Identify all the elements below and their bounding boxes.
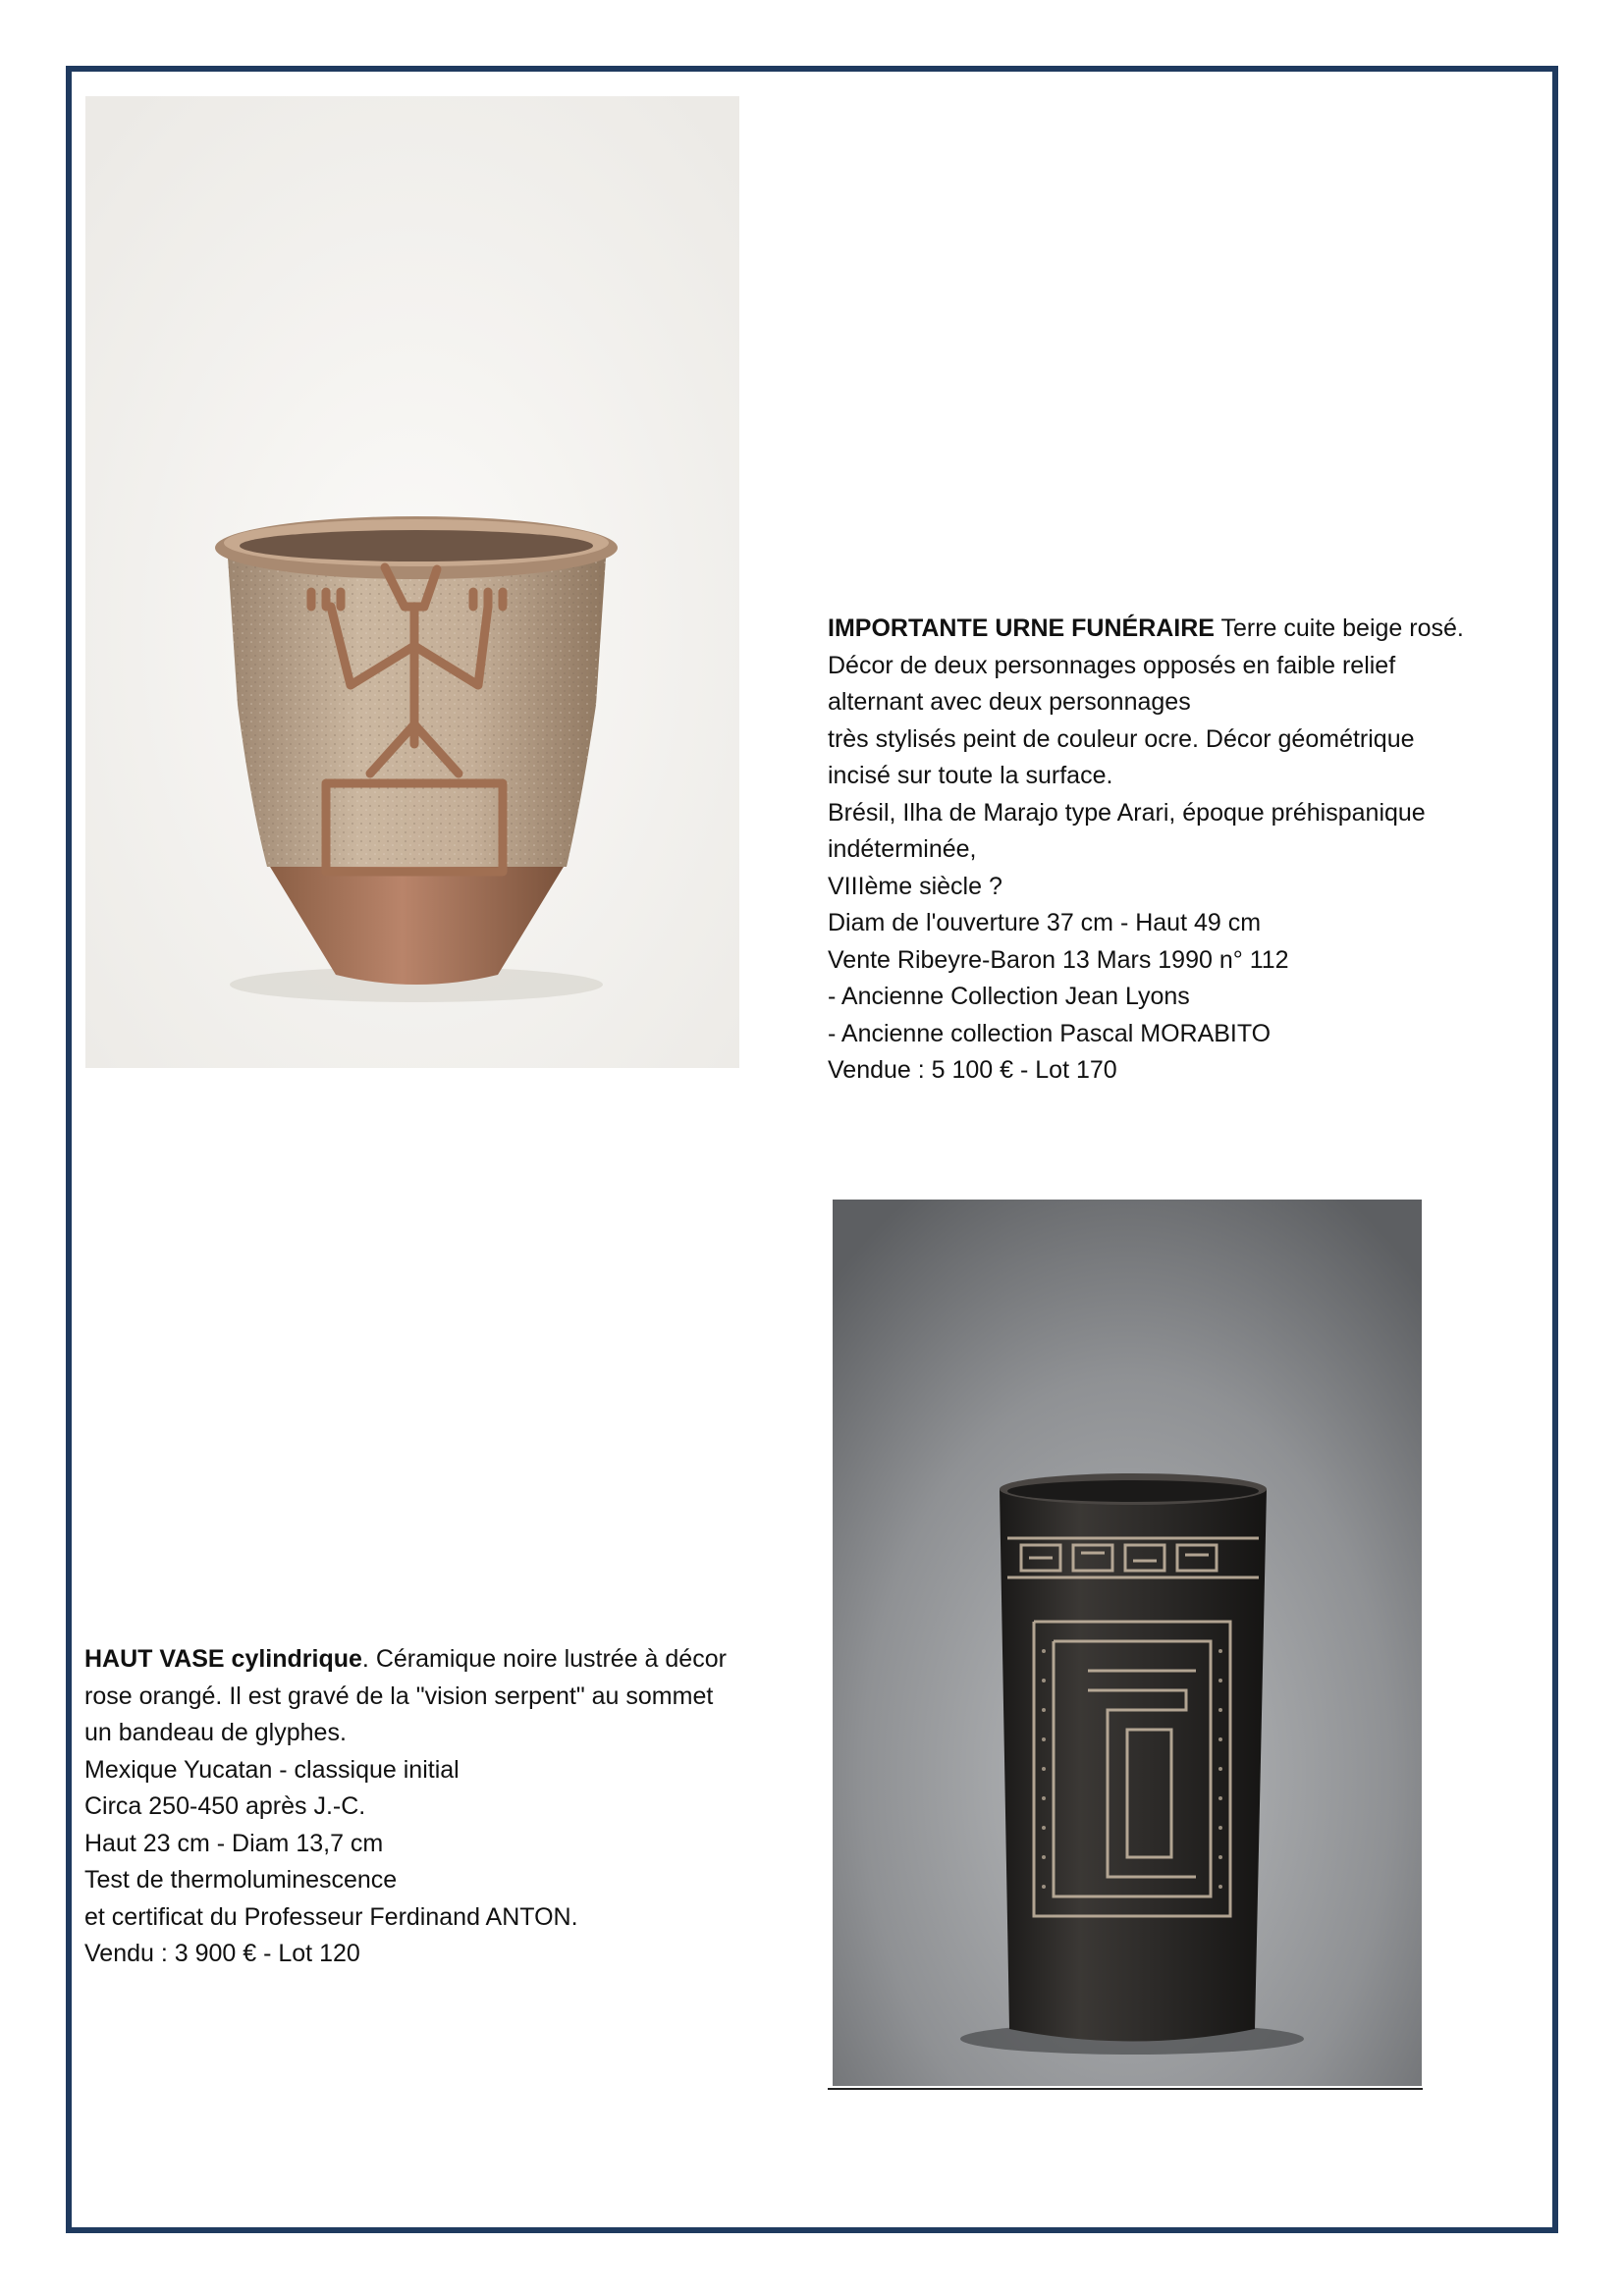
urn-description-line: incisé sur toute la surface. (828, 762, 1113, 789)
vase-certificate: Test de thermoluminescence (84, 1866, 398, 1894)
urn-description-line: très stylisés peint de couleur ocre. Décor géométrique (828, 724, 1415, 753)
vase-origin: Mexique Yucatan - classique initial (84, 1755, 460, 1784)
vase-description (84, 1641, 727, 1973)
vase-description-line: rose orangé. Il est gravé de la "vision serpent" au sommet (84, 1682, 714, 1710)
vase-dimensions: Haut 23 cm - Diam 13,7 cm (84, 1829, 384, 1857)
urn-dimensions: Diam de l'ouverture 37 cm - Haut 49 cm (828, 909, 1262, 936)
funerary-urn-photo (85, 96, 739, 1068)
urn-sale-price: Vendue : 5 100 € - Lot 170 (828, 1056, 1117, 1084)
urn-description (828, 611, 1464, 1090)
cylinder-vase-illustration (833, 1200, 1422, 2086)
vase-certificate: et certificat du Professeur Ferdinand ANTON. (84, 1902, 578, 1931)
urn-provenance: - Ancienne collection Pascal MORABITO (828, 1019, 1272, 1047)
urn-description-line: Brésil, Ilha de Marajo type Arari, époque préhispanique (828, 798, 1426, 827)
vase-first-line-rest: . Céramique noire lustrée à décor (361, 1645, 727, 1673)
urn-description-line: Décor de deux personnages opposés en faible relief (828, 651, 1396, 679)
vase-sale-price: Vendu : 3 900 € - Lot 120 (84, 1940, 360, 1967)
urn-sale-history: Vente Ribeyre-Baron 13 Mars 1990 n° 112 (828, 945, 1289, 974)
vase-description-first-line (84, 1641, 727, 1679)
urn-title: IMPORTANTE URNE FUNÉRAIRE (828, 614, 1215, 642)
vase-description-line: un bandeau de glyphes. (84, 1719, 347, 1746)
funerary-urn-illustration (85, 96, 739, 1068)
vase-photo-underline (828, 2088, 1423, 2090)
urn-first-line-rest: Terre cuite beige rosé. (1214, 614, 1464, 642)
vase-title: HAUT VASE cylindrique (84, 1645, 362, 1673)
urn-description-line: indéterminée, (828, 835, 977, 863)
urn-provenance: - Ancienne Collection Jean Lyons (828, 983, 1190, 1010)
urn-description-line: VIIIème siècle ? (828, 872, 1002, 900)
urn-description-first-line (828, 611, 1464, 648)
cylinder-vase-photo (833, 1200, 1422, 2086)
urn-description-line: alternant avec deux personnages (828, 688, 1191, 716)
vase-date: Circa 250-450 après J.-C. (84, 1792, 366, 1820)
